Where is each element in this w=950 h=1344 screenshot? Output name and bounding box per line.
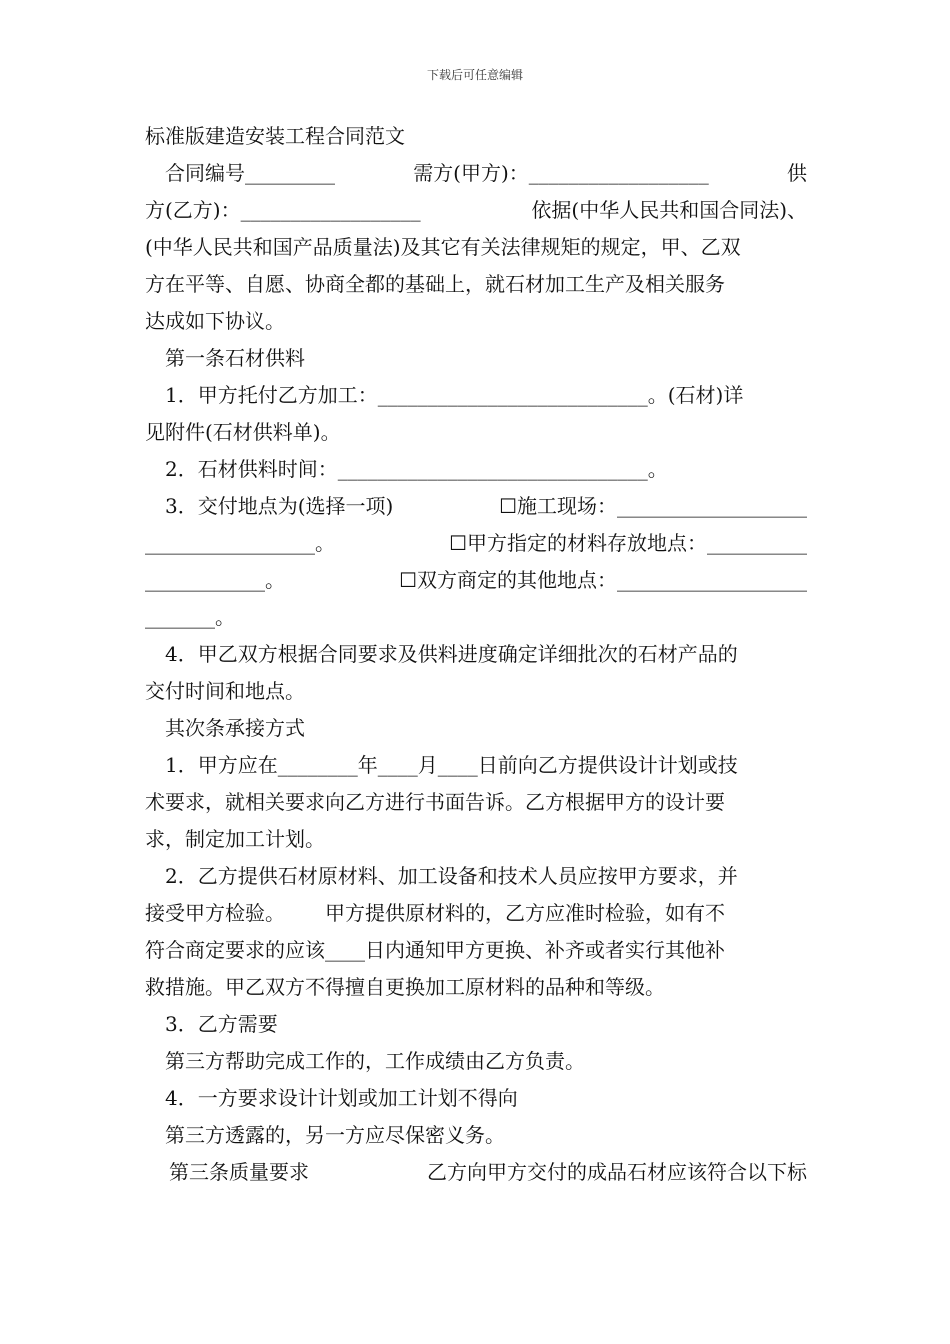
legal-basis-start: 依据(中华人民共和国合同法)、: [531, 198, 807, 222]
contract-body: [145, 118, 807, 1191]
clause-line: 交付时间和地点。: [145, 679, 305, 703]
clause-text: 甲方提供原材料的，乙方应准时检验，如有不: [325, 901, 725, 925]
clause-line: 见附件(石材供料单)。: [145, 420, 341, 444]
blank-field: _________________。: [145, 531, 335, 555]
buyer-field: 需方(甲方)：__________________: [413, 161, 709, 185]
clause-line: 符合商定要求的应该____日内通知甲方更换、补齐或者实行其他补: [145, 938, 725, 962]
contract-party-line: [145, 155, 807, 192]
delivery-option-line: [145, 525, 807, 562]
clause-line: 2．石材供料时间：_______________________________。: [165, 457, 668, 481]
clause-line: 求，制定加工计划。: [145, 827, 325, 851]
blank-field: _______。: [145, 605, 235, 629]
clause-text: 乙方向甲方交付的成品石材应该符合以下标: [427, 1160, 807, 1184]
delivery-place-label: 3．交付地点为(选择一项): [165, 494, 394, 518]
section-heading-3-line: [145, 1154, 807, 1191]
supplier-line: [145, 192, 807, 229]
paragraph-line: 达成如下协议。: [145, 309, 285, 333]
clause-line: 术要求，就相关要求向乙方进行书面告诉。乙方根据甲方的设计要: [145, 790, 725, 814]
clause-line: 3．乙方需要: [165, 1012, 278, 1036]
clause-line: 4．一方要求设计计划或加工计划不得向: [165, 1086, 518, 1110]
paragraph-line: (中华人民共和国产品质量法)及其它有关法律规矩的规定，甲、乙双: [145, 235, 741, 259]
supplier-field: 方(乙方)：__________________: [145, 198, 421, 222]
paragraph-line: 方在平等、自愿、协商全都的基础上，就石材加工生产及相关服务: [145, 272, 725, 296]
section-heading-1: 第一条石材供料: [165, 346, 305, 370]
clause-line: 1．甲方托付乙方加工：___________________________。(石材)详: [165, 383, 744, 407]
checkbox-construction-site[interactable]: ☐施工现场：___________________: [499, 494, 807, 518]
delivery-option-line: [145, 562, 807, 599]
clause-line: 1．甲方应在________年____月____日前向乙方提供设计计划或技: [165, 753, 738, 777]
clause-line: 第三方透露的，另一方应尽保密义务。: [165, 1123, 505, 1147]
clause-line: 2．乙方提供石材原材料、加工设备和技术人员应按甲方要求，并: [165, 864, 738, 888]
blank-field: ____________。: [145, 568, 285, 592]
delivery-option-line: [145, 488, 807, 525]
clause-line: [145, 895, 807, 932]
clause-line: 4．甲乙双方根据合同要求及供料进度确定详细批次的石材产品的: [165, 642, 738, 666]
supplier-label-start: 供: [786, 161, 807, 185]
clause-text: 接受甲方检验。: [145, 901, 285, 925]
checkbox-buyer-storage[interactable]: ☐甲方指定的材料存放地点：__________: [449, 531, 807, 555]
page-header: 下载后可任意编辑: [426, 68, 523, 82]
contract-number: 合同编号_________: [165, 161, 335, 185]
section-heading-3: 第三条质量要求: [169, 1160, 309, 1184]
document-title: 标准版建造安装工程合同范文: [145, 124, 405, 148]
section-heading-2: 其次条承接方式: [165, 716, 305, 740]
clause-line: 第三方帮助完成工作的，工作成绩由乙方负责。: [165, 1049, 585, 1073]
checkbox-other-location[interactable]: ☐双方商定的其他地点：___________________: [399, 568, 807, 592]
clause-line: 救措施。甲乙双方不得擅自更换加工原材料的品种和等级。: [145, 975, 665, 999]
